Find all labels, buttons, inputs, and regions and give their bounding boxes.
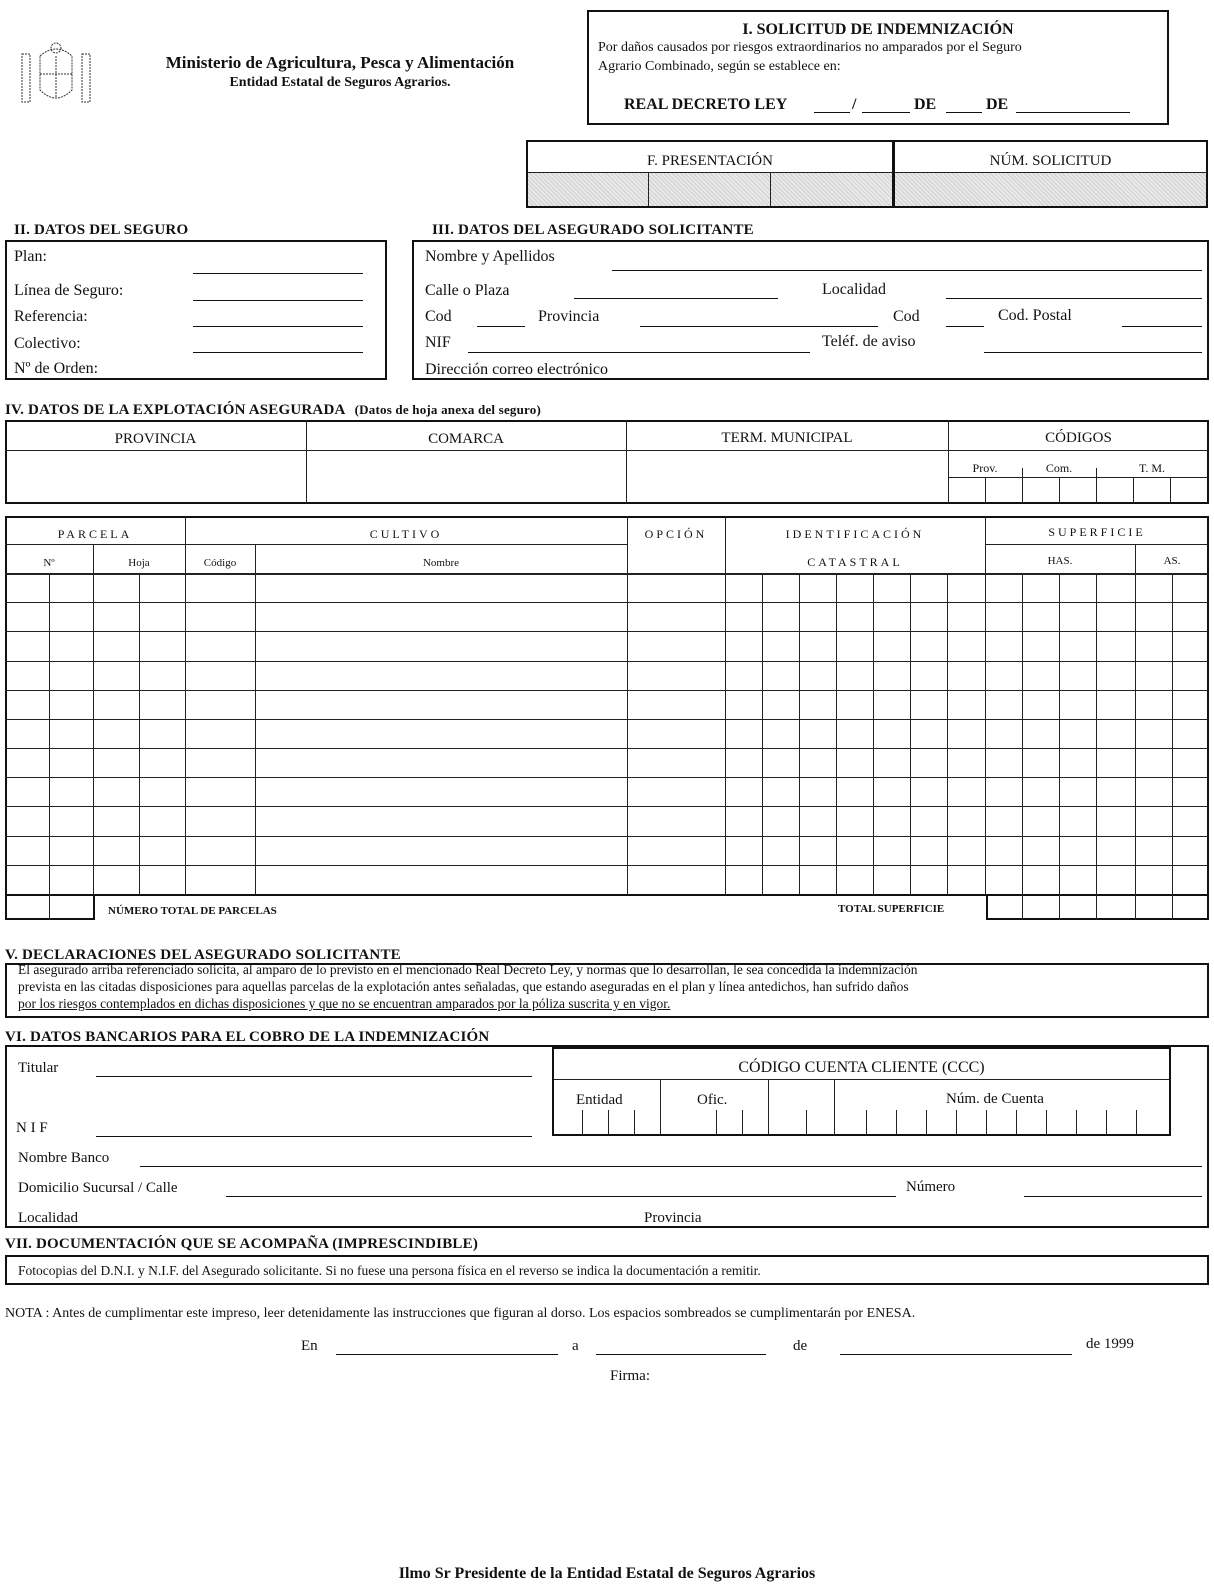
ccc-digit-divider xyxy=(866,1110,867,1134)
section-7-text: Fotocopias del D.N.I. y N.I.F. del Asegurado solicitante. Si no fuese una persona física en el reverso se indica la documentación a remitir. xyxy=(18,1263,761,1278)
cod-field-1[interactable] xyxy=(477,326,525,327)
ccc-digit-divider xyxy=(896,1110,897,1134)
declaration-line-3: por los riesgos contemplados en dichas disposiciones y que no se encuentran amparados por la póliza suscrita y en vigor. xyxy=(18,996,671,1011)
grid-row-divider xyxy=(5,836,1209,837)
grid-digit-divider xyxy=(910,573,911,894)
grid-digit-divider xyxy=(1059,573,1060,894)
grid-row-divider xyxy=(5,865,1209,866)
bank-localidad-label: Localidad xyxy=(18,1210,78,1226)
presentation-date-header: F. PRESENTACIÓN xyxy=(647,153,773,169)
ccc-digit-divider xyxy=(608,1110,609,1134)
linea-field[interactable] xyxy=(193,300,363,301)
ccc-digit-divider xyxy=(806,1110,807,1134)
section-5-title: V. DECLARACIONES DEL ASEGURADO SOLICITANTE xyxy=(5,947,401,963)
decree-day-field[interactable] xyxy=(946,112,982,113)
n-subheader: Nº xyxy=(43,557,55,569)
grid-digit-divider xyxy=(1096,573,1097,894)
grid-column-divider xyxy=(985,516,986,894)
as-subheader: AS. xyxy=(1163,555,1181,567)
calle-field[interactable] xyxy=(574,298,778,299)
bank-provincia-label: Provincia xyxy=(644,1210,702,1226)
section-2-title: II. DATOS DEL SEGURO xyxy=(14,222,189,238)
section-4-title xyxy=(5,402,541,419)
grid-column-divider xyxy=(627,516,628,894)
section-1-desc-2: Agrario Combinado, según se establece en: xyxy=(598,59,841,74)
localidad-label: Localidad xyxy=(822,281,886,298)
provincia-cell[interactable] xyxy=(7,452,304,500)
linea-label: Línea de Seguro: xyxy=(14,282,124,299)
presentation-date-cell-2[interactable] xyxy=(649,173,770,206)
numero-label: Número xyxy=(906,1179,956,1195)
opcion-header: OPCIÓN xyxy=(644,527,708,541)
month-field[interactable] xyxy=(840,1354,1072,1355)
grid-digit-divider xyxy=(762,573,763,894)
firma-label: Firma: xyxy=(610,1368,650,1384)
referencia-label: Referencia: xyxy=(14,308,88,325)
ccc-digit-divider xyxy=(1046,1110,1047,1134)
grid-digit-divider xyxy=(836,573,837,894)
nombre-label: Nombre y Apellidos xyxy=(425,248,555,265)
place-field[interactable] xyxy=(336,1354,558,1355)
ccc-digit-divider xyxy=(926,1110,927,1134)
grid-row-divider xyxy=(5,806,1209,807)
de-label: de xyxy=(793,1338,808,1354)
total-digit-divider xyxy=(1022,894,1023,920)
grid-row-divider xyxy=(5,777,1209,778)
referencia-field[interactable] xyxy=(193,326,363,327)
ccc-digit-divider xyxy=(956,1110,957,1134)
total-superficie-label: TOTAL SUPERFICIE xyxy=(838,903,945,915)
orden-label: Nº de Orden: xyxy=(14,360,99,377)
entidad-label: Entidad xyxy=(576,1092,623,1108)
superficie-header: SUPERFICIE xyxy=(1048,525,1146,539)
decree-month-field[interactable] xyxy=(1016,112,1130,113)
oficina-label: Ofic. xyxy=(697,1092,728,1108)
signature-area[interactable] xyxy=(500,1390,800,1530)
total-superficie-box[interactable] xyxy=(986,894,1209,920)
telefono-label: Teléf. de aviso xyxy=(822,333,916,350)
provincia-field[interactable] xyxy=(640,326,878,327)
ccc-digit-divider xyxy=(716,1110,717,1134)
grid-row-divider xyxy=(5,748,1209,749)
prov-subheader: Prov. xyxy=(972,461,998,475)
catastral-header: CATASTRAL xyxy=(807,555,903,569)
presentation-date-cell-3[interactable] xyxy=(771,173,892,206)
request-number-cell[interactable] xyxy=(895,173,1206,206)
domicilio-label: Domicilio Sucursal / Calle xyxy=(18,1180,178,1196)
a-label: a xyxy=(572,1338,579,1354)
cod-postal-field[interactable] xyxy=(1122,326,1202,327)
hoja-subheader: Hoja xyxy=(128,557,150,569)
nif-bank-label: N I F xyxy=(16,1120,48,1136)
total-digit-divider xyxy=(1135,894,1136,920)
ccc-digit-divider xyxy=(1076,1110,1077,1134)
cod-field-2[interactable] xyxy=(946,326,984,327)
total-digit-divider xyxy=(1172,894,1173,920)
telefono-field[interactable] xyxy=(984,352,1202,353)
nombre-field[interactable] xyxy=(612,270,1202,271)
banco-field[interactable] xyxy=(140,1166,1202,1167)
grid-row-divider xyxy=(5,661,1209,662)
provincia-header: PROVINCIA xyxy=(114,431,197,447)
grid-digit-divider xyxy=(799,573,800,894)
grid-digit-divider xyxy=(139,573,140,894)
section-4-title-text: IV. DATOS DE LA EXPLOTACIÓN ASEGURADA xyxy=(5,402,345,418)
nif-label: NIF xyxy=(425,334,451,351)
grid-digit-divider xyxy=(947,573,948,894)
total-digit-divider xyxy=(1096,894,1097,920)
ccc-digit-divider xyxy=(634,1110,635,1134)
com-subheader: Com. xyxy=(1045,461,1073,475)
email-label: Dirección correo electrónico xyxy=(425,361,609,378)
ccc-digit-divider xyxy=(582,1110,583,1134)
banco-label: Nombre Banco xyxy=(18,1150,110,1166)
ccc-digit-divider xyxy=(986,1110,987,1134)
decree-de-1: DE xyxy=(914,96,937,113)
day-field[interactable] xyxy=(596,1354,766,1355)
decree-de-2: DE xyxy=(986,96,1009,113)
section-6-title: VI. DATOS BANCARIOS PARA EL COBRO DE LA INDEMNIZACIÓN xyxy=(5,1029,490,1045)
colectivo-field[interactable] xyxy=(193,352,363,353)
parcela-header: PARCELA xyxy=(57,527,133,541)
provincia-label: Provincia xyxy=(538,308,600,325)
ministry-name: Ministerio de Agricultura, Pesca y Alimentación xyxy=(165,53,515,72)
entity-name: Entidad Estatal de Seguros Agrarios. xyxy=(229,75,451,90)
cod-label-1: Cod xyxy=(425,308,452,325)
grid-digit-divider xyxy=(1022,573,1023,894)
total-digit-divider xyxy=(1059,894,1060,920)
decree-year-field[interactable] xyxy=(862,112,910,113)
declaration-line-1: El asegurado arriba referenciado solicita, al amparo de lo previsto en el mencionado Real Decreto Ley, y normas que lo desarrollan, le sea concedida la indemnización xyxy=(18,962,918,977)
section-1-title: I. SOLICITUD DE INDEMNIZACIÓN xyxy=(742,21,1014,38)
nif-field[interactable] xyxy=(468,352,810,353)
decree-number-field[interactable] xyxy=(814,112,850,113)
cultivo-header: CULTIVO xyxy=(369,527,443,541)
codigo-subheader: Código xyxy=(203,557,237,569)
grid-digit-divider xyxy=(49,573,50,894)
calle-label: Calle o Plaza xyxy=(425,282,510,299)
numero-field[interactable] xyxy=(1024,1196,1202,1197)
grid-row-divider xyxy=(5,631,1209,632)
grid-column-divider xyxy=(725,516,726,894)
has-subheader: HAS. xyxy=(1047,555,1073,567)
en-label: En xyxy=(301,1338,318,1354)
tm-subheader: T. M. xyxy=(1138,461,1166,475)
total-parcelas-label: NÚMERO TOTAL DE PARCELAS xyxy=(108,905,277,917)
nota-text: NOTA : Antes de cumplimentar este impreso, leer detenidamente las instrucciones que figuran al dorso. Los espacios sombreados se cumplimentarán por ENESA. xyxy=(5,1306,916,1321)
colectivo-label: Colectivo: xyxy=(14,335,81,352)
footer-addressee: Ilmo Sr Presidente de la Entidad Estatal de Seguros Agrarios xyxy=(398,1565,816,1582)
identificacion-header: IDENTIFICACIÓN xyxy=(785,527,925,541)
nif-bank-field[interactable] xyxy=(96,1136,532,1137)
cuenta-label: Núm. de Cuenta xyxy=(946,1091,1044,1107)
section-3-title: III. DATOS DEL ASEGURADO SOLICITANTE xyxy=(432,222,754,238)
presentation-date-cell-1[interactable] xyxy=(528,173,648,206)
comarca-cell[interactable] xyxy=(308,452,624,500)
titular-field[interactable] xyxy=(96,1076,532,1077)
coat-of-arms-icon xyxy=(16,40,96,108)
grid-row-divider xyxy=(5,690,1209,691)
term-municipal-cell[interactable] xyxy=(628,452,946,500)
ccc-digit-divider xyxy=(1136,1110,1137,1134)
localidad-field[interactable] xyxy=(946,298,1202,299)
section-1-desc-1: Por daños causados por riesgos extraordinarios no amparados por el Seguro xyxy=(598,40,1022,55)
ccc-digit-divider xyxy=(742,1110,743,1134)
term-municipal-header: TERM. MUNICIPAL xyxy=(721,430,853,446)
request-number-header: NÚM. SOLICITUD xyxy=(989,153,1112,169)
grid-digit-divider xyxy=(1172,573,1173,894)
section-4-subtitle: (Datos de hoja anexa del seguro) xyxy=(354,402,542,417)
cod-postal-label: Cod. Postal xyxy=(998,307,1072,324)
grid-digit-divider xyxy=(873,573,874,894)
decree-slash: / xyxy=(852,96,857,113)
ccc-digit-divider xyxy=(1016,1110,1017,1134)
declaration-line-2: prevista en las citadas disposiciones para aquellas parcelas de la explotación antes señaladas, que estando aseguradas en el plan y línea antedichos, han sufrido daños xyxy=(18,979,909,994)
domicilio-field[interactable] xyxy=(226,1196,896,1197)
codigos-header: CÓDIGOS xyxy=(1045,430,1112,446)
ccc-header: CÓDIGO CUENTA CLIENTE (CCC) xyxy=(738,1059,985,1076)
cod-label-2: Cod xyxy=(893,308,920,325)
grid-row-divider xyxy=(5,602,1209,603)
total-parcelas-box[interactable] xyxy=(5,894,95,920)
ccc-digit-divider xyxy=(1106,1110,1107,1134)
nombre-subheader: Nombre xyxy=(422,557,460,569)
decree-label: REAL DECRETO LEY xyxy=(624,96,788,113)
titular-label: Titular xyxy=(18,1060,59,1076)
year-label: de 1999 xyxy=(1086,1336,1134,1352)
comarca-header: COMARCA xyxy=(428,431,504,447)
grid-column-divider xyxy=(185,516,186,894)
plan-field[interactable] xyxy=(193,273,363,274)
section-7-title: VII. DOCUMENTACIÓN QUE SE ACOMPAÑA (IMPRESCINDIBLE) xyxy=(5,1236,479,1252)
plan-label: Plan: xyxy=(14,248,47,265)
grid-row-divider xyxy=(5,719,1209,720)
